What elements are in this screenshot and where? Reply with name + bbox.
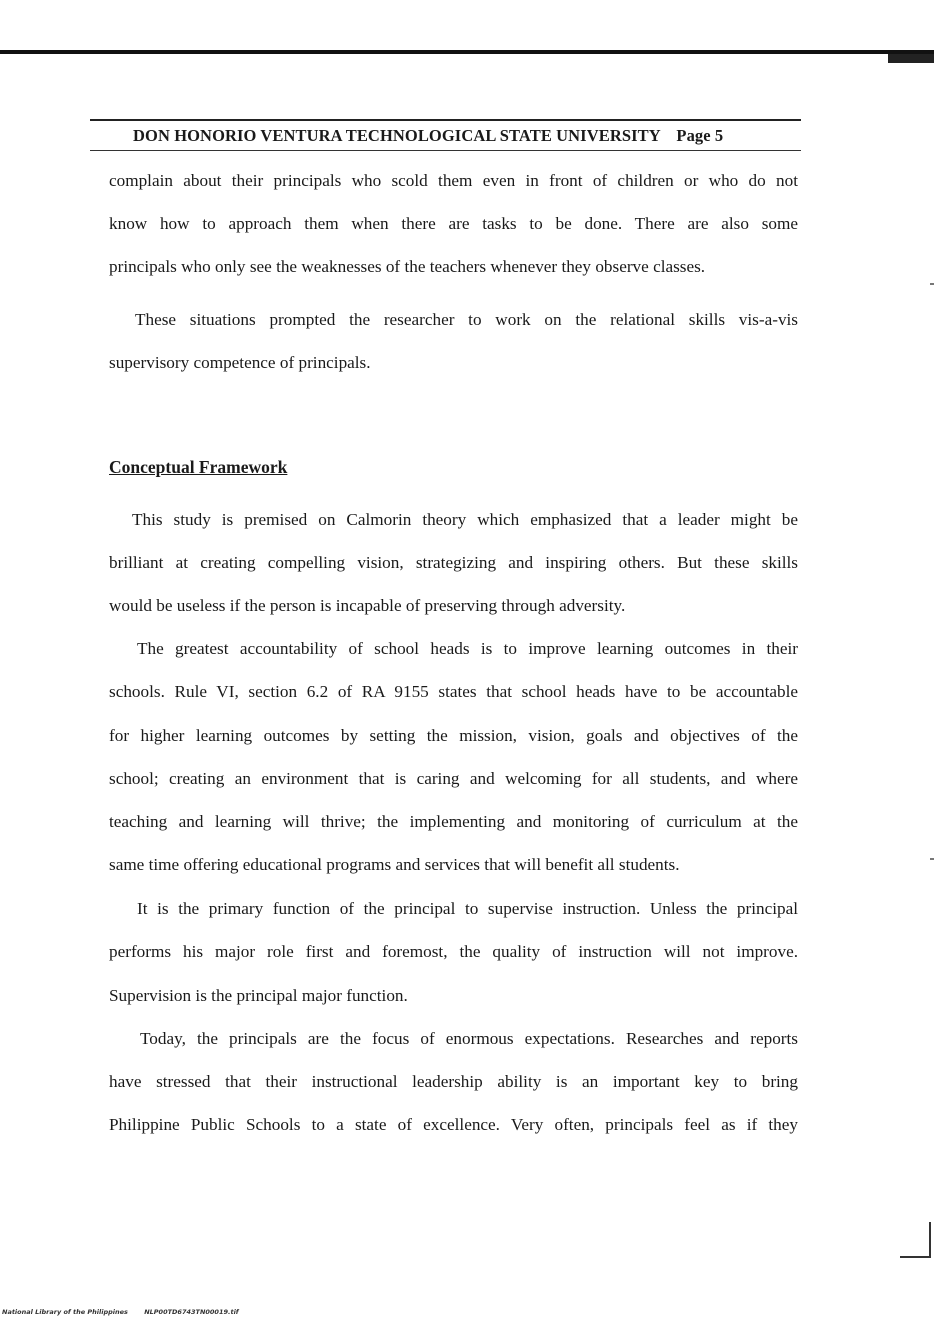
scan-footer [2, 1308, 239, 1316]
body-line: teaching and learning will thrive; the implementing and monitoring of curriculum at the [109, 812, 798, 831]
body-line: brilliant at creating compelling vision, strategizing and inspiring others. But these skills [109, 553, 798, 572]
running-header [133, 126, 793, 146]
scan-top-tab [888, 54, 934, 63]
body-line: Supervision is the principal major function. [109, 986, 408, 1005]
body-line: school; creating an environment that is caring and welcoming for all students, and where [109, 769, 798, 788]
scan-edge-tick [930, 283, 934, 285]
body-line: Today, the principals are the focus of enormous expectations. Researches and reports [140, 1029, 798, 1048]
scan-top-border [0, 50, 934, 54]
section-heading: Conceptual Framework [109, 457, 288, 477]
body-line: have stressed that their instructional leadership ability is an important key to bring [109, 1072, 798, 1091]
body-line: for higher learning outcomes by setting the mission, vision, goals and objectives of the [109, 726, 798, 745]
body-line: It is the primary function of the principal to supervise instruction. Unless the principal [137, 899, 798, 918]
page-number: Page 5 [676, 126, 724, 145]
body-line: same time offering educational programs and services that will benefit all students. [109, 855, 680, 874]
footer-document-id: NLP00TD6743TN00019.tif [144, 1308, 239, 1316]
body-line: supervisory competence of principals. [109, 353, 371, 372]
footer-source: National Library of the Philippines [2, 1308, 128, 1316]
institution-name: DON HONORIO VENTURA TECHNOLOGICAL STATE UNIVERSITY [133, 126, 661, 145]
body-line: These situations prompted the researcher to work on the relational skills vis-a-vis [135, 310, 798, 329]
scan-edge-tick [930, 858, 934, 860]
body-line: principals who only see the weaknesses of the teachers whenever they observe classes. [109, 257, 706, 276]
body-line: The greatest accountability of school heads is to improve learning outcomes in their [137, 639, 798, 658]
header-rule-top [90, 119, 801, 121]
body-line: Philippine Public Schools to a state of excellence. Very often, principals feel as if they [109, 1115, 798, 1134]
body-line: This study is premised on Calmorin theory which emphasized that a leader might be [132, 510, 798, 529]
body-line: know how to approach them when there are tasks to be done. There are also some [109, 214, 798, 233]
body-line: would be useless if the person is incapable of preserving through adversity. [109, 596, 626, 615]
body-line: complain about their principals who scold them even in front of children or who do not [109, 171, 798, 190]
scan-corner-mark [929, 1222, 931, 1258]
body-line: performs his major role first and foremost, the quality of instruction will not improve. [109, 942, 798, 961]
body-line: schools. Rule VI, section 6.2 of RA 9155 states that school heads have to be accountable [109, 682, 798, 701]
scan-corner-mark [900, 1256, 931, 1258]
header-rule-bottom [90, 150, 801, 151]
